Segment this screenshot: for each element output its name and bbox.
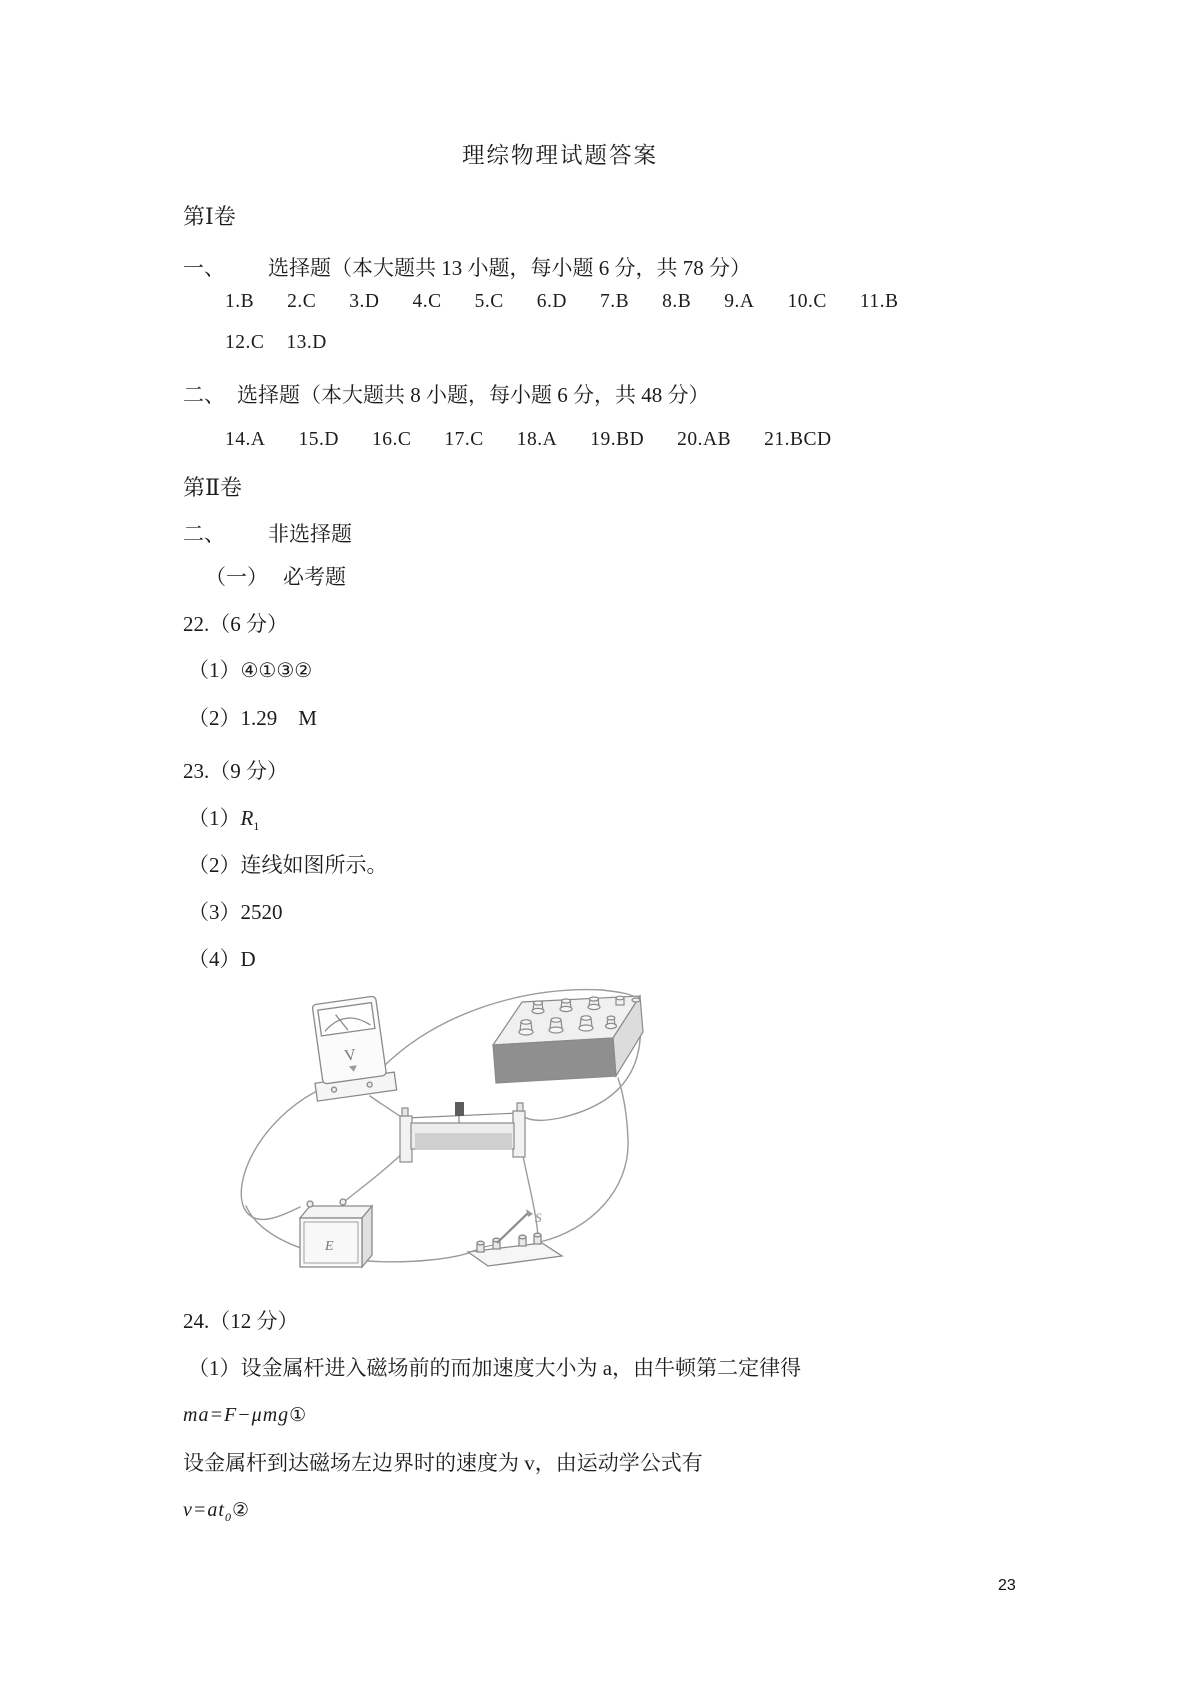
answer-item: 8.B — [662, 291, 692, 312]
answer-item: 6.D — [536, 291, 567, 312]
part1-heading: 第Ⅰ卷 — [183, 204, 236, 229]
nonchoice-title: 非选择题 — [268, 522, 352, 546]
q23-answer3: （3）2520 — [188, 900, 283, 924]
answer-item: 12.C — [225, 332, 265, 353]
answer-item: 14.A — [225, 429, 266, 450]
q24-line1: （1）设金属杆进入磁场前的而加速度大小为 a，由牛顿第二定律得 — [188, 1356, 802, 1380]
section1-label: 一、 — [183, 256, 225, 280]
answer-item: 19.BD — [590, 429, 645, 450]
subsection-title: 必考题 — [283, 565, 346, 589]
q23-head: 23.（9 分） — [183, 759, 288, 783]
wire-voltmeter-battery — [241, 1092, 315, 1219]
subsection-prefix: （一） — [205, 565, 268, 589]
battery-top — [300, 1206, 372, 1218]
answer-item: 11.B — [859, 291, 899, 312]
switch — [468, 1209, 562, 1266]
answer-item: 5.C — [474, 291, 504, 312]
circuit-diagram — [230, 950, 650, 1300]
voltmeter-terminal-right — [367, 1082, 373, 1088]
answer-item: 1.B — [225, 291, 255, 312]
q24-equation1 — [183, 1403, 307, 1428]
wire-switch-box — [540, 1078, 628, 1242]
q24-equation2-body: v=at — [183, 1499, 225, 1521]
subsection-heading — [205, 564, 346, 590]
q23-answer2: （2）连线如图所示。 — [188, 853, 388, 877]
battery-terminal-left — [307, 1201, 313, 1207]
answer-item: 17.C — [444, 429, 484, 450]
q23-answer1-prefix: （1） — [188, 806, 241, 830]
voltmeter-label: V — [343, 1046, 358, 1065]
part2-heading: 第Ⅱ卷 — [183, 475, 242, 500]
answer-item: 10.C — [787, 291, 827, 312]
switch-label: S — [535, 1210, 542, 1225]
section2-answers-row — [225, 428, 865, 452]
rheostat-bracket-left — [400, 1116, 412, 1162]
section2-label: 二、 — [183, 383, 225, 407]
resistance-box-terminal — [632, 998, 640, 1002]
answer-item: 7.B — [600, 291, 630, 312]
answer-item: 16.C — [371, 429, 412, 450]
answer-item: 13.D — [286, 332, 327, 353]
q24-equation1-body: ma=F−μmg — [183, 1404, 290, 1426]
q24-equation2-number: ② — [231, 1499, 250, 1521]
section1-answers-row2 — [225, 331, 349, 355]
wire-rheostat-battery — [344, 1150, 406, 1202]
answer-item: 2.C — [287, 291, 317, 312]
q24-equation2 — [183, 1498, 250, 1525]
nonchoice-label: 二、 — [183, 522, 225, 546]
section1-heading — [183, 255, 751, 281]
q23-answer1 — [188, 805, 259, 834]
battery-label: E — [325, 1239, 334, 1254]
answer-item: 20.AB — [677, 429, 732, 450]
answer-item: 18.A — [516, 429, 558, 450]
q22-answer1-prefix: （1） — [188, 658, 241, 682]
battery-terminal-right — [340, 1199, 346, 1205]
page-number: 23 — [998, 1577, 1016, 1594]
answer-item: 15.D — [298, 429, 339, 450]
q22-answer1 — [188, 657, 312, 683]
q24-equation1-number: ① — [289, 1404, 308, 1426]
rheostat-bracket-right — [513, 1111, 525, 1157]
resistance-box — [493, 996, 643, 1083]
rheostat-slider — [455, 1102, 464, 1116]
q23-answer1-subscript: 1 — [253, 819, 260, 834]
q22-answer1-sequence: ④①③② — [240, 658, 313, 682]
section2-title: 选择题（本大题共 8 小题，每小题 6 分，共 48 分） — [237, 383, 710, 407]
q22-answer2: （2）1.29 M — [188, 706, 317, 730]
section1-answers-row1 — [225, 290, 932, 314]
q22-head: 22.（6 分） — [183, 612, 288, 636]
q23-answer1-variable: R — [240, 806, 254, 830]
q24-equation2-subscript: 0 — [224, 1510, 232, 1524]
q24-head: 24.（12 分） — [183, 1309, 299, 1333]
q23-answer4: （4）D — [188, 947, 256, 971]
answer-item: 9.A — [724, 291, 755, 312]
section1-title: 选择题（本大题共 13 小题，每小题 6 分，共 78 分） — [268, 256, 751, 280]
nonchoice-heading — [183, 521, 352, 547]
rheostat — [400, 1102, 525, 1162]
voltmeter — [304, 995, 397, 1101]
resistance-box-front — [493, 1038, 616, 1083]
answer-item: 21.BCD — [764, 429, 832, 450]
answer-item: 3.D — [349, 291, 380, 312]
page-title: 理综物理试题答案 — [461, 143, 658, 168]
voltmeter-terminal-left — [331, 1087, 337, 1093]
q24-line2: 设金属杆到达磁场左边界时的速度为 v，由运动学公式有 — [183, 1451, 703, 1475]
section2-heading — [183, 382, 710, 408]
answer-item: 4.C — [412, 291, 442, 312]
battery — [300, 1199, 372, 1267]
